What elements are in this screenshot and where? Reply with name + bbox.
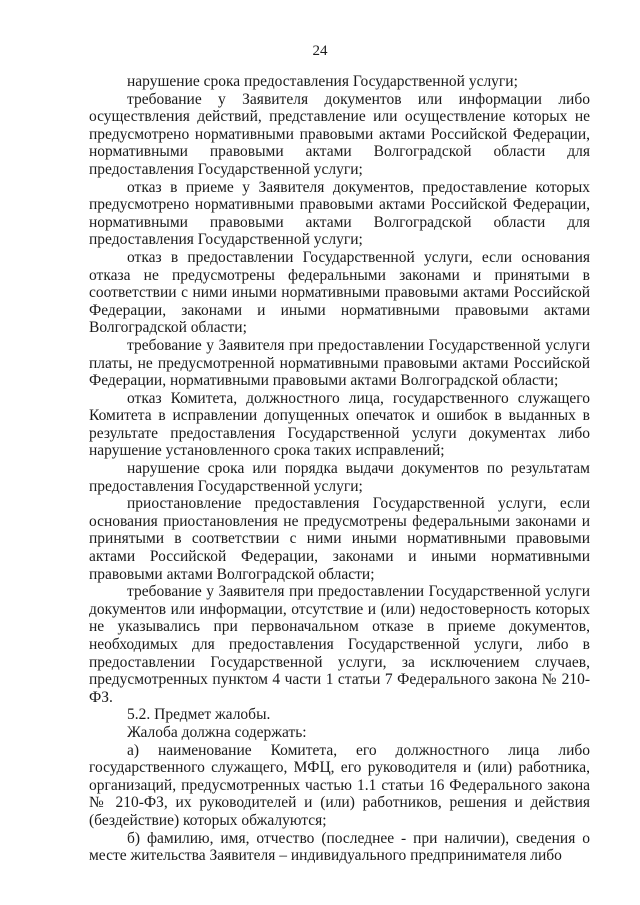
paragraph: требование у Заявителя документов или информации либо осуществления действий, представление или осуществление которых не предусмотрено нормативными правовыми актами Российской Федерации, нормативными правовыми актами Волгоградской области для предоставления Государственной услуги; [89,90,590,178]
paragraph: требование у Заявителя при предоставлении Государственной услуги платы, не предусмотренной нормативными правовыми актами Российской Федерации, нормативными правовыми актами Волгоградской области; [89,336,590,390]
paragraph: отказ Комитета, должностного лица, государственного служащего Комитета в исправлении допущенных опечаток и ошибок в выданных в результате предоставления Государственной услуги документах либо нарушение установленного срока таких исправлений; [89,389,590,460]
page-number: 24 [312,43,328,59]
paragraph: отказ в приеме у Заявителя документов, предоставление которых предусмотрено нормативными правовыми актами Российской Федерации, нормативными правовыми актами Волгоградской области для предоставления Государственной услуги; [89,178,590,249]
paragraph: Жалоба должна содержать: [127,723,307,741]
paragraph: нарушение срока или порядка выдачи документов по результатам предоставления Государственной услуги; [89,460,590,495]
paragraph: требование у Заявителя при предоставлении Государственной услуги документов или информации, отсутствие и (или) недостоверность которых не указывались при первоначальном отказе в приеме документов, необходимых для предоставления Государственной услуги, либо в предоставлении Государственной услуги, за исключением случаев, предусмотренных пунктом 4 части 1 статьи 7 Федерального закона № 210-ФЗ. [89,583,590,706]
paragraph: приостановление предоставления Государственной услуги, если основания приостановления не предусмотрены федеральными законами и принятыми в соответствии с ними иными нормативными правовыми актами Российской Федерации, законами и иными нормативными правовыми актами Волгоградской области; [89,495,590,583]
section-heading: 5.2. Предмет жалобы. [127,706,271,724]
paragraph: а) наименование Комитета, его должностного лица либо государственного служащего, МФЦ, его руководителя и (или) работника, организаций, предусмотренных частью 1.1 статьи 16 Федерального закона № 210-ФЗ, их руководителей и (или) работников, решения и действия (бездействие) которых обжалуются; [89,741,590,829]
paragraph: нарушение срока предоставления Государственной услуги; [127,73,518,90]
paragraph: б) фамилию, имя, отчество (последнее - при наличии), сведения о месте жительства Заявителя – индивидуального предпринимателя либо [89,829,590,865]
paragraph: отказ в предоставлении Государственной услуги, если основания отказа не предусмотрены федеральными законами и принятыми в соответствии с ними иными нормативными правовыми актами Российской Федерации, законами и иными нормативными правовыми актами Волгоградской области; [89,248,590,337]
document-body [89,73,590,865]
